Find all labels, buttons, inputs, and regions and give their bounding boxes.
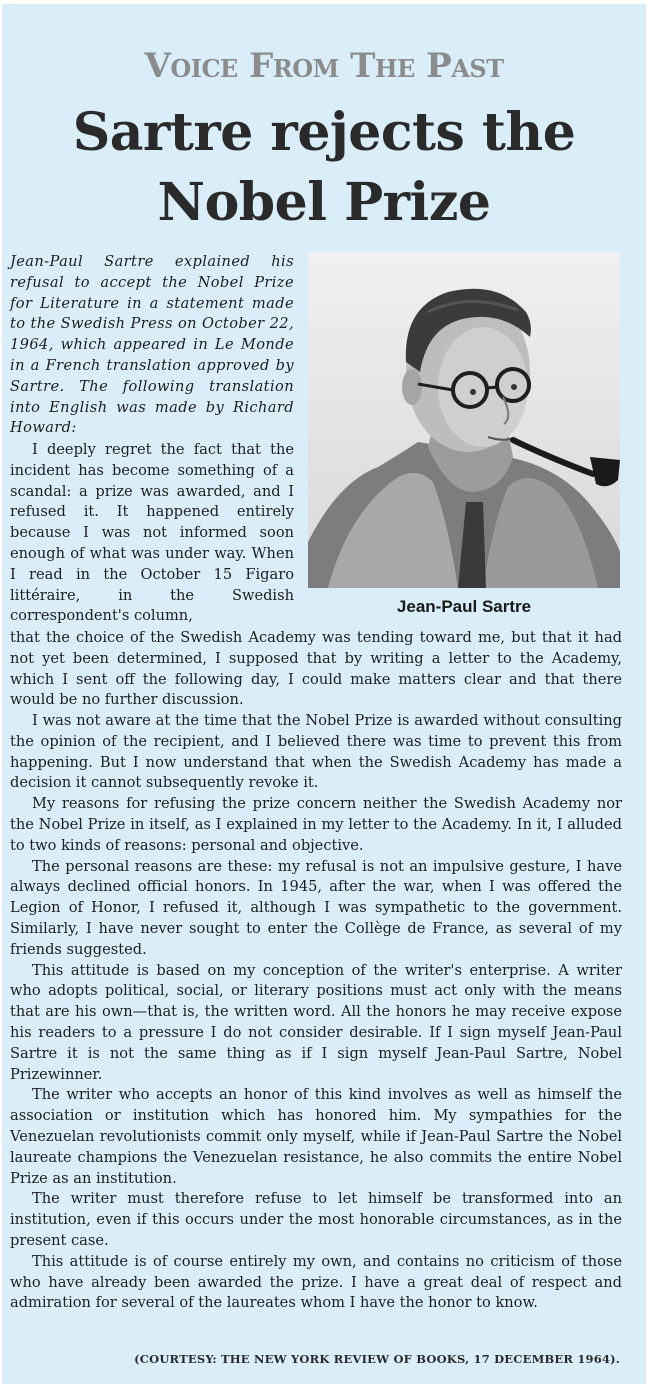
section-kicker: Voice From The Past: [144, 46, 504, 86]
photo-caption: Jean-Paul Sartre: [396, 597, 532, 616]
body-paragraph: I was not aware at the time that the Nobel Prize is awarded without consulting the opinion of the recipient, and I believed there was time to prevent this from happening. But I now understand that when the Swedish Academy has made a decision it cannot subsequently revoke it.: [10, 712, 622, 792]
portrait-illustration: [308, 252, 620, 588]
headline-line-2: Nobel Prize: [157, 172, 491, 233]
first-paragraph-part-1: I deeply regret the fact that the incident has become something of a scandal: a prize was awarded, and I refused it. It happened entirely because I was not informed soon enough of what was under way. When I read in the October 15 Figaro littéraire, in the Swedish correspondent's column,: [10, 441, 294, 625]
body-paragraph: This attitude is based on my conception of the writer's enterprise. A writer who adopts political, social, or literary positions must act only with the means that are his own—that is, the written word. All the honors he may receive expose his readers to a pressure I do not consider desirable. If I sign myself Jean-Paul Sartre it is not the same thing as if I sign myself Jean-Paul Sartre, Nobel Prizewinner.: [10, 961, 622, 1083]
body-paragraph: My reasons for refusing the prize concern neither the Swedish Academy nor the Nobel Prize in itself, as I explained in my letter to the Academy. In it, I alluded to two kinds of reasons: personal and objective.: [10, 795, 622, 854]
first-paragraph: [10, 440, 294, 627]
intro-text: Jean-Paul Sartre explained his refusal to accept the Nobel Prize for Literature in a statement made to the Swedish Press on October 22, 1964, which appeared in Le Monde in a French translation approved by Sartre. The following translation into English was made by Richard Howard:: [10, 253, 294, 437]
first-paragraph-continued: [10, 628, 622, 711]
body-paragraph: The writer must therefore refuse to let himself be transformed into an institution, even if this occurs under the most honorable circumstances, as in the present case.: [10, 1190, 622, 1249]
headline-line-1: Sartre rejects the: [72, 102, 576, 163]
first-paragraph-part-2: that the choice of the Swedish Academy was tending toward me, but that it had not yet been determined, I supposed that by writing a letter to the Academy, which I sent off the following day, I could make matters clear and that there would be no further discussion.: [10, 629, 622, 709]
courtesy-credit: (COURTESY: THE NEW YORK REVIEW OF BOOKS, 17 DECEMBER 1964).: [134, 1352, 620, 1366]
sartre-photo: [308, 252, 620, 588]
body-paragraph: This attitude is of course entirely my own, and contains no criticism of those who have already been awarded the prize. I have a great deal of respect and admiration for several of the laureates whom I have the honor to know.: [10, 1252, 622, 1312]
article-body: [10, 711, 622, 1314]
headline: [2, 98, 646, 238]
body-paragraph: The personal reasons are these: my refusal is not an impulsive gesture, I have always declined official honors. In 1945, after the war, when I was offered the Legion of Honor, I refused it, although I was sympathetic to the government. Similarly, I have never sought to enter the Collège de France, as several of my friends suggested.: [10, 857, 622, 958]
body-paragraph: The writer who accepts an honor of this kind involves as well as himself the association or institution which has honored him. My sympathies for the Venezuelan revolutionists commit only myself, while if Jean-Paul Sartre the Nobel laureate champions the Venezuelan resistance, he also commits the entire Nobel Prize as an institution.: [10, 1086, 622, 1187]
intro-paragraph: [10, 252, 294, 439]
article-page: [2, 4, 646, 1384]
